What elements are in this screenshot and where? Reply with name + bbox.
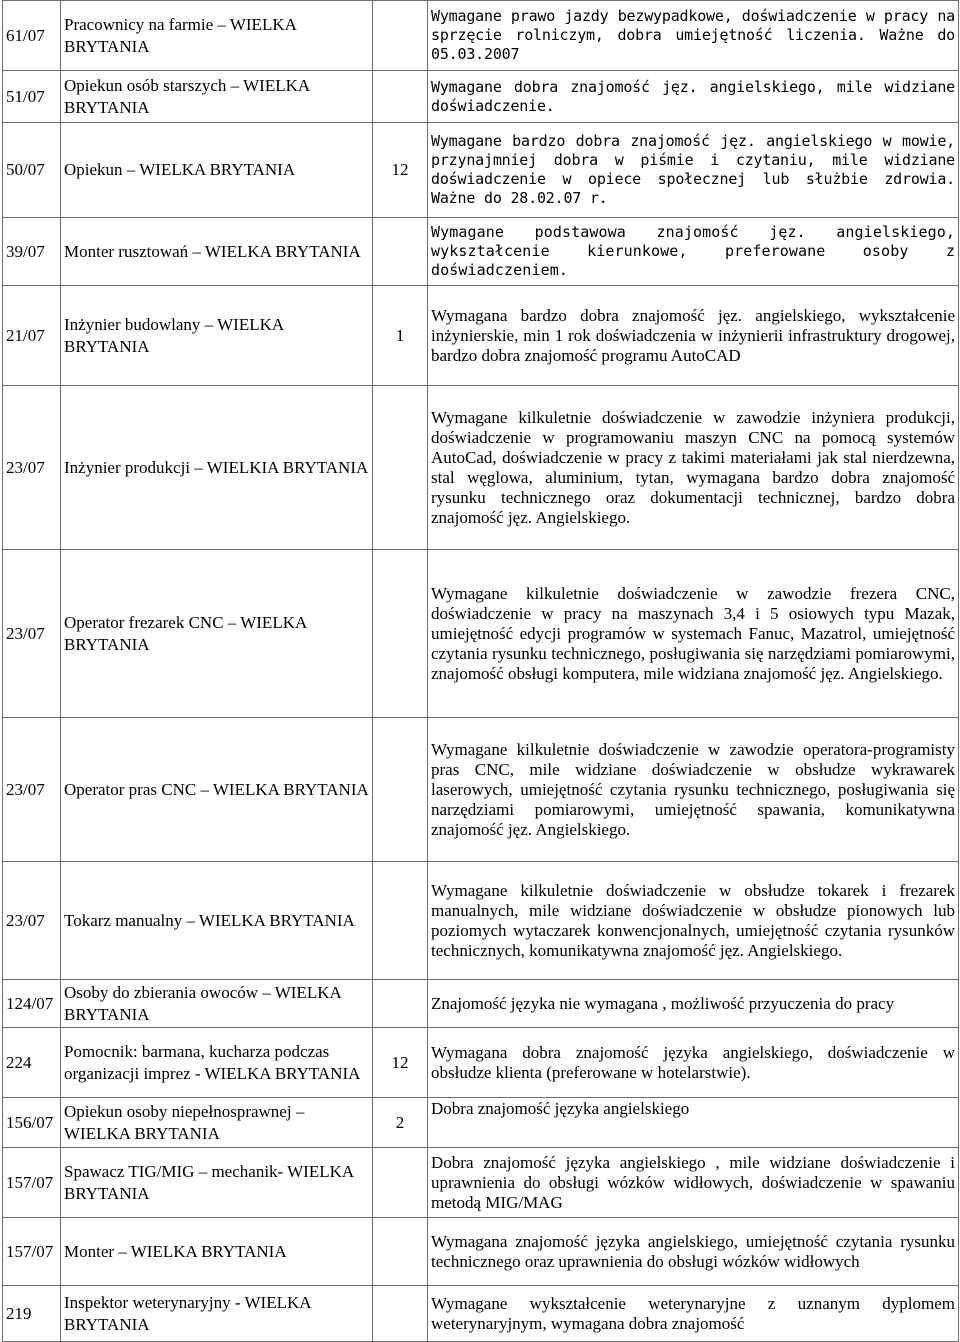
table-row bbox=[3, 286, 959, 386]
requirements-text: Wymagane wykształcenie weterynaryjne z uznanym dyplomem weterynaryjnym, wymagana dobra znajomość bbox=[428, 1286, 959, 1342]
table-row bbox=[3, 718, 959, 862]
offer-number: 219 bbox=[3, 1286, 61, 1342]
position-title: Opiekun – WIELKA BRYTANIA bbox=[61, 123, 373, 218]
table-row bbox=[3, 1286, 959, 1342]
requirements-text: Wymagane kilkuletnie doświadczenie w zawodzie operatora-programisty pras CNC, mile widziane doświadczenie w obsłudze wykrawarek laserowych, umiejętność czytania rysunku technicznego, posługiwania się narzędziami pomiarowymi, umiejętność spawania, komunikatywna znajomość jęz. Angielskiego. bbox=[428, 718, 959, 862]
position-title: Monter – WIELKA BRYTANIA bbox=[61, 1218, 373, 1286]
table-row bbox=[3, 71, 959, 123]
position-title: Pomocnik: barmana, kucharza podczas organizacji imprez - WIELKA BRYTANIA bbox=[61, 1028, 373, 1098]
vacancy-count bbox=[373, 1148, 428, 1218]
position-title: Opiekun osób starszych – WIELKA BRYTANIA bbox=[61, 71, 373, 123]
position-title: Inżynier budowlany – WIELKA BRYTANIA bbox=[61, 286, 373, 386]
offer-number: 157/07 bbox=[3, 1218, 61, 1286]
vacancy-count bbox=[373, 386, 428, 550]
table-row bbox=[3, 218, 959, 286]
vacancy-count: 2 bbox=[373, 1098, 428, 1148]
position-title: Spawacz TIG/MIG – mechanik- WIELKA BRYTANIA bbox=[61, 1148, 373, 1218]
vacancy-count: 12 bbox=[373, 123, 428, 218]
table-row bbox=[3, 123, 959, 218]
vacancy-count bbox=[373, 980, 428, 1028]
requirements-text: Wymagane kilkuletnie doświadczenie w obsłudze tokarek i frezarek manualnych, mile widziane doświadczenie w obsłudze pionowych lub poziomych wytaczarek konwencjonalnych, umiejętność czytania rysunków technicznych, komunikatywna znajomość jęz. Angielskiego. bbox=[428, 862, 959, 980]
position-title: Osoby do zbierania owoców – WIELKA BRYTANIA bbox=[61, 980, 373, 1028]
offer-number: 23/07 bbox=[3, 550, 61, 718]
vacancy-count bbox=[373, 1286, 428, 1342]
position-title: Inżynier produkcji – WIELKIA BRYTANIA bbox=[61, 386, 373, 550]
offer-number: 156/07 bbox=[3, 1098, 61, 1148]
position-title: Inspektor weterynaryjny - WIELKA BRYTANIA bbox=[61, 1286, 373, 1342]
requirements-text: Wymagana dobra znajomość języka angielskiego, doświadczenie w obsłudze klienta (preferowane w hotelarstwie). bbox=[428, 1028, 959, 1098]
offer-number: 23/07 bbox=[3, 862, 61, 980]
offer-number: 51/07 bbox=[3, 71, 61, 123]
position-title: Operator pras CNC – WIELKA BRYTANIA bbox=[61, 718, 373, 862]
vacancy-count: 12 bbox=[373, 1028, 428, 1098]
requirements-text: Wymagane podstawowa znajomość jęz. angielskiego, wykształcenie kierunkowe, preferowane osoby z doświadczeniem. bbox=[428, 218, 959, 286]
requirements-text: Wymagane prawo jazdy bezwypadkowe, doświadczenie w pracy na sprzęcie rolniczym, dobra umiejętność liczenia. Ważne do 05.03.2007 bbox=[428, 1, 959, 71]
requirements-text: Znajomość języka nie wymagana , możliwość przyuczenia do pracy bbox=[428, 980, 959, 1028]
vacancy-count: 1 bbox=[373, 286, 428, 386]
table-row bbox=[3, 862, 959, 980]
table-row bbox=[3, 1148, 959, 1218]
offer-number: 23/07 bbox=[3, 386, 61, 550]
requirements-text: Wymagana bardzo dobra znajomość jęz. angielskiego, wykształcenie inżynierskie, min 1 rok doświadczenia w inżynierii infrastruktury drogowej, bardzo dobra znajomość programu AutoCAD bbox=[428, 286, 959, 386]
job-offers-table bbox=[2, 0, 959, 1342]
table-row bbox=[3, 980, 959, 1028]
vacancy-count bbox=[373, 218, 428, 286]
offer-number: 61/07 bbox=[3, 1, 61, 71]
offer-number: 21/07 bbox=[3, 286, 61, 386]
vacancy-count bbox=[373, 550, 428, 718]
requirements-text: Wymagane dobra znajomość jęz. angielskiego, mile widziane doświadczenie. bbox=[428, 71, 959, 123]
table-row bbox=[3, 1218, 959, 1286]
offer-number: 50/07 bbox=[3, 123, 61, 218]
position-title: Operator frezarek CNC – WIELKA BRYTANIA bbox=[61, 550, 373, 718]
table-row bbox=[3, 1, 959, 71]
requirements-text: Wymagane kilkuletnie doświadczenie w zawodzie inżyniera produkcji, doświadczenie w programowaniu maszyn CNC na pomocą systemów AutoCad, doświadczenie w pracy z takimi materiałami jak stal nierdzewna, stal węglowa, aluminium, tytan, wymagana bardzo dobra znajomość rysunku technicznego oraz dokumentacji technicznej, bardzo dobra znajomość jęz. Angielskiego. bbox=[428, 386, 959, 550]
position-title: Pracownicy na farmie – WIELKA BRYTANIA bbox=[61, 1, 373, 71]
table-row bbox=[3, 386, 959, 550]
requirements-text: Dobra znajomość języka angielskiego , mile widziane doświadczenie i uprawnienia do obsługi wózków widłowych, doświadczenie w spawaniu metodą MIG/MAG bbox=[428, 1148, 959, 1218]
position-title: Opiekun osoby niepełnosprawnej – WIELKA BRYTANIA bbox=[61, 1098, 373, 1148]
requirements-text: Wymagana znajomość języka angielskiego, umiejętność czytania rysunku technicznego oraz uprawnienia do obsługi wózków widłowych bbox=[428, 1218, 959, 1286]
table-row bbox=[3, 1028, 959, 1098]
table-row bbox=[3, 550, 959, 718]
requirements-text: Dobra znajomość języka angielskiego bbox=[428, 1098, 959, 1148]
vacancy-count bbox=[373, 71, 428, 123]
table-row bbox=[3, 1098, 959, 1148]
vacancy-count bbox=[373, 1, 428, 71]
offer-number: 23/07 bbox=[3, 718, 61, 862]
requirements-text: Wymagane bardzo dobra znajomość jęz. angielskiego w mowie, przynajmniej dobra w piśmie i czytaniu, mile widziane doświadczenie w opiece społecznej lub służbie zdrowia. Ważne do 28.02.07 r. bbox=[428, 123, 959, 218]
requirements-text: Wymagane kilkuletnie doświadczenie w zawodzie frezera CNC, doświadczenie w pracy na maszynach 3,4 i 5 osiowych typu Mazak, umiejętność edycji programów w systemach Fanuc, Mazatrol, umiejętność czytania rysunku technicznego, posługiwania się narzędziami pomiarowymi, znajomość obsługi komputera, mile widziana znajomość jęz. Angielskiego. bbox=[428, 550, 959, 718]
vacancy-count bbox=[373, 718, 428, 862]
vacancy-count bbox=[373, 1218, 428, 1286]
offer-number: 224 bbox=[3, 1028, 61, 1098]
position-title: Tokarz manualny – WIELKA BRYTANIA bbox=[61, 862, 373, 980]
vacancy-count bbox=[373, 862, 428, 980]
offer-number: 157/07 bbox=[3, 1148, 61, 1218]
position-title: Monter rusztowań – WIELKA BRYTANIA bbox=[61, 218, 373, 286]
offer-number: 124/07 bbox=[3, 980, 61, 1028]
offer-number: 39/07 bbox=[3, 218, 61, 286]
